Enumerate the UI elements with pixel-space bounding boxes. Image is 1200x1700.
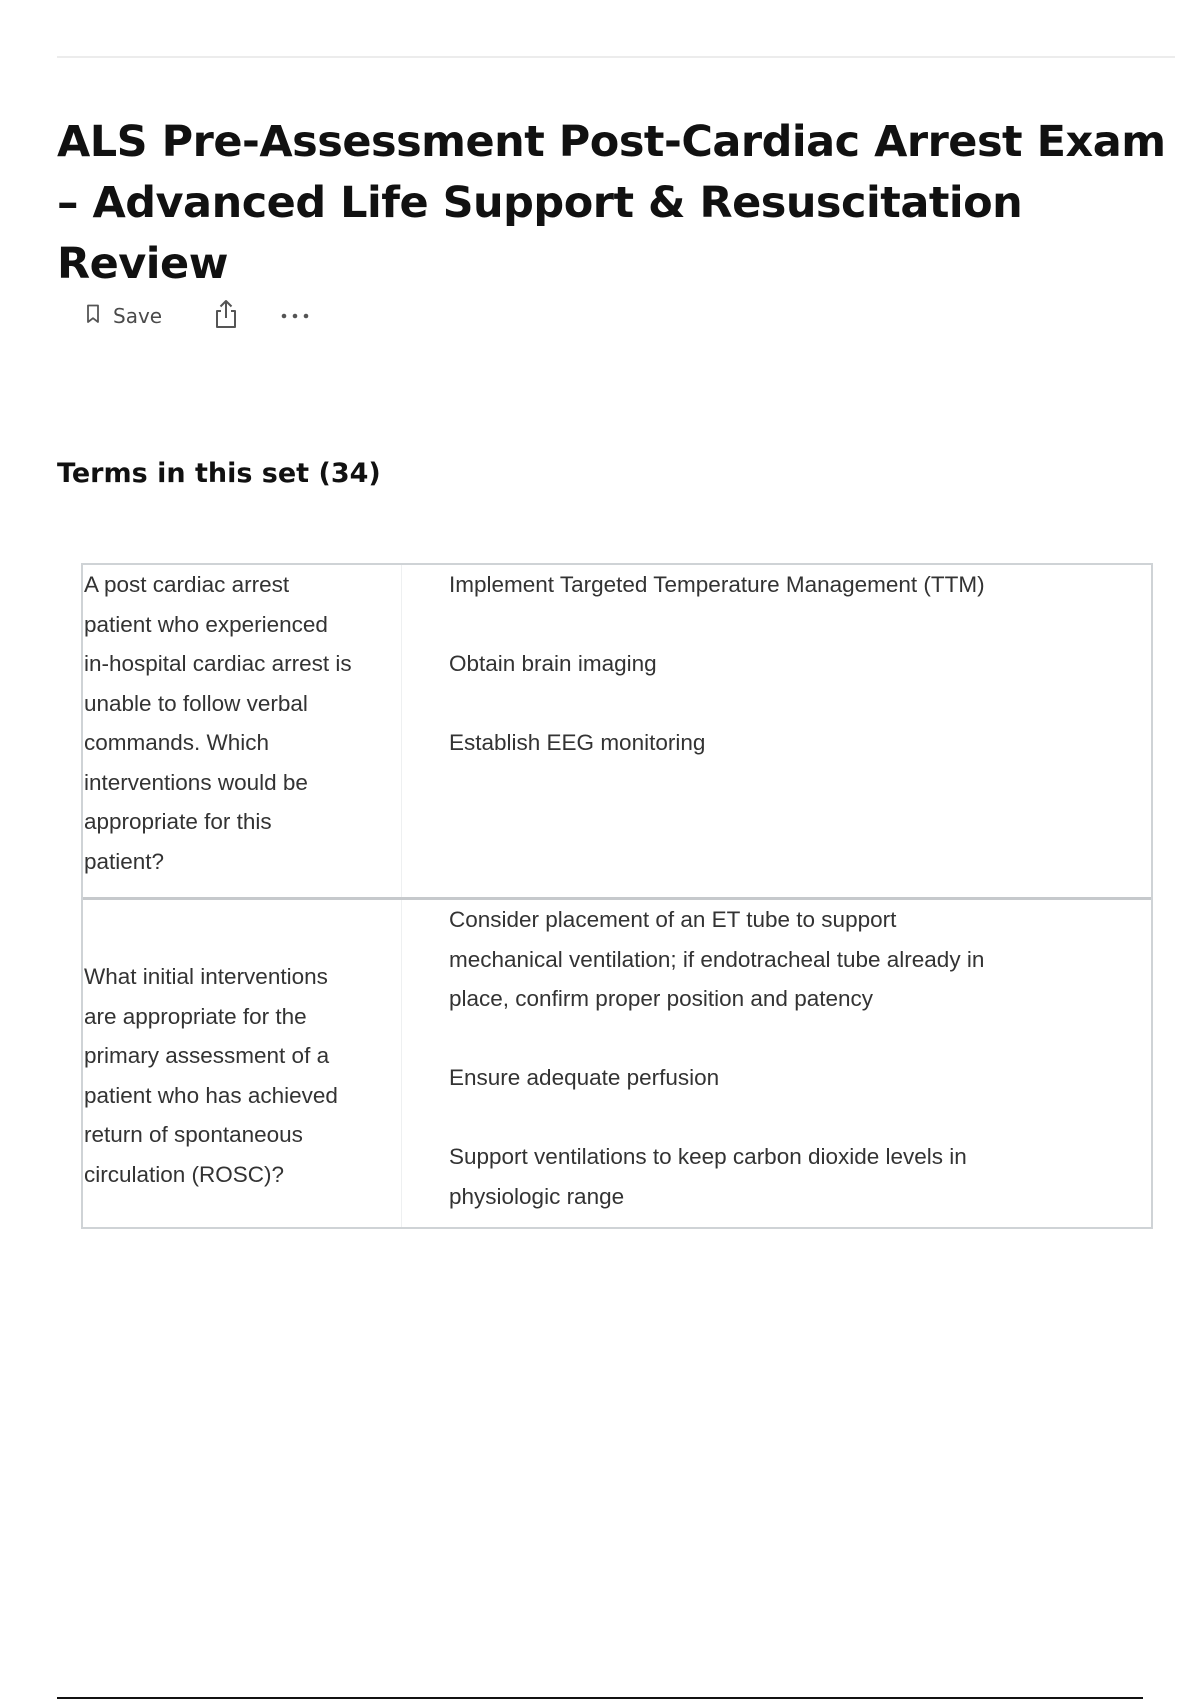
page-title: ALS Pre-Assessment Post-Cardiac Arrest Exam – Advanced Life Support & Resuscitation Review [57, 117, 1166, 289]
action-toolbar [86, 296, 310, 336]
more-options-button[interactable] [280, 307, 310, 325]
save-label: Save [113, 304, 163, 328]
terms-heading: Terms in this set (34) [57, 458, 381, 489]
bottom-divider [57, 1697, 1143, 1699]
share-icon [212, 299, 240, 334]
definition-text: Consider placement of an ET tube to support mechanical ventilation; if endotracheal tube already in place, confirm proper position and patency Ensure adequate perfusion Support ventilations to keep carbon dioxide levels in physiologic range [449, 907, 985, 1209]
term-row [83, 565, 1151, 897]
term-row [83, 897, 1151, 1227]
terms-table [81, 563, 1153, 1229]
share-button[interactable] [212, 299, 240, 334]
more-options-icon [280, 307, 310, 325]
bookmark-icon [86, 304, 100, 329]
term-text: What initial interventions are appropriate for the primary assessment of a patient who has achieved return of spontaneous circulation (ROSC)? [83, 900, 402, 1227]
save-button[interactable] [86, 304, 162, 329]
top-divider [57, 56, 1175, 58]
definition-text: Implement Targeted Temperature Management (TTM) Obtain brain imaging Establish EEG monitoring [449, 572, 985, 755]
term-text: A post cardiac arrest patient who experienced in-hospital cardiac arrest is unable to follow verbal commands. Which interventions would be appropriate for this patient? [83, 565, 402, 897]
